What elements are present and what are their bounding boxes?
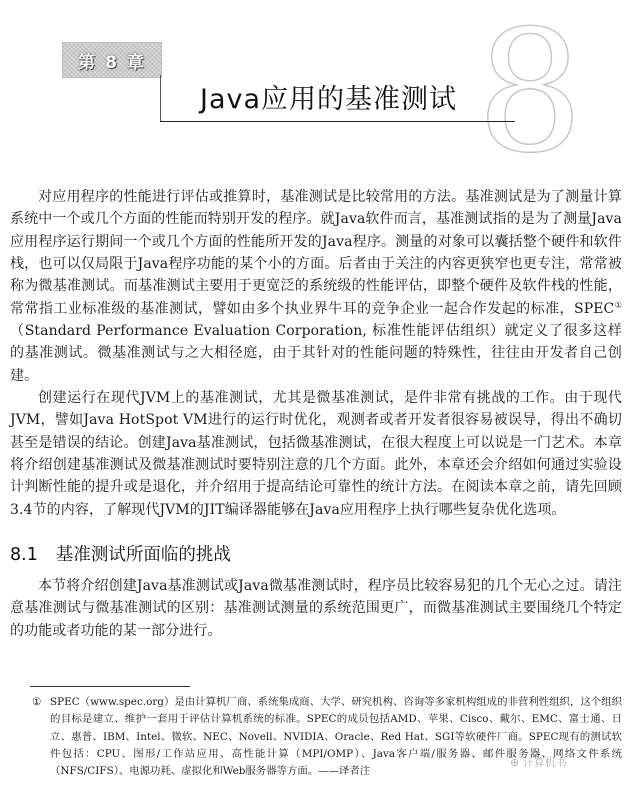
section-text <box>10 575 622 642</box>
intro-text <box>10 186 622 521</box>
watermark: ⊕ 计算机书 <box>510 756 567 769</box>
chapter-tab <box>62 42 162 78</box>
paragraph-text: （Standard Performance Evaluation Corporation, 标准性能评估组织）就定义了很多这样的基准测试。微基准测试与之大相径庭，由于其针对的性能问题的特殊性，往往由开发者自己创建。 <box>10 323 622 384</box>
footnote-divider <box>30 686 190 687</box>
paragraph: 创建运行在现代JVM上的基准测试，尤其是微基准测试，是件非常有挑战的工作。由于现代JVM，譬如Java HotSpot VM进行的运行时优化，观测者或者开发者很容易被误导，得出不确切甚至是错误的结论。创建Java基准测试，包括微基准测试，在很大程度上可以说是一门艺术。本章将介绍创建基准测试及微基准测试时要特别注意的几个方面。此外，本章还会介绍如何通过实验设计判断性能的提升或是退化，并介绍用于提高结论可靠性的统计方法。在阅读本章之前，请先回顾3.4节的内容，了解现代JVM的JIT编译器能够在Java应用程序上执行哪些复杂优化选项。 <box>10 390 622 518</box>
section-title: 基准测试所面临的挑战 <box>55 545 231 565</box>
header-divider <box>160 75 161 121</box>
title-underline <box>160 121 515 122</box>
paragraph-text: 对应用程序的性能进行评估或推算时，基准测试是比较常用的方法。基准测试是为了测量计算系统中一个或几个方面的性能而特别开发的程序。就Java软件而言，基准测试指的是为了测量Java应用程序运行期间一个或几个方面的性能所开发的Java程序。测量的对象可以囊括整个硬件和软件栈，也可以仅局限于Java程序功能的某个小的方面。后者由于关注的内容更狭窄也更专注，常常被称为微基准测试。而基准测试主要用于更宽泛的系统级的性能评估，即整个硬件及软件栈的性能，常常指工业标准级的基准测试，譬如由多个执业界牛耳的竞争企业一起合作发起的标准，SPEC <box>10 189 622 317</box>
footnote-text: SPEC（www.spec.org）是由计算机厂商、系统集成商、大学、研究机构、咨询等多家机构组成的非营利性组织，这个组织的目标是建立、维护一套用于评估计算机系统的标准。SPEC的成员包括AMD、苹果、Cisco、戴尔、EMC、富士通、日立、惠普、IBM、Intel、微软、NEC、Novell、NVIDIA、Oracle、Red Hat、SGI等软硬件厂商。SPEC现有的测试软件包括：CPU、图形/工作站应用、高性能计算（MPI/OMP）、Java客户端/服务器、邮件服务器、网络文件系统（NFS/CIFS）、电源功耗、虚拟化和Web服务器等方面。——译者注 <box>50 696 622 778</box>
section-heading <box>10 540 570 570</box>
paragraph: 本节将介绍创建Java基准测试或Java微基准测试时，程序员比较容易犯的几个无心之过。请注意基准测试与微基准测试的区别：基准测试测量的系统范围更广，而微基准测试主要围绕几个特定的功能或者功能的某一部分进行。 <box>10 578 622 639</box>
footnote-mark: ① <box>32 696 42 708</box>
paragraph <box>10 186 622 387</box>
chapter-title: Java应用的基准测试 <box>200 84 458 115</box>
footnote-ref: ① <box>614 300 622 310</box>
chapter-tab-label: 第 8 章 <box>78 52 146 73</box>
chapter-number-watermark: 8 <box>476 0 584 190</box>
section-number: 8.1 <box>10 545 38 565</box>
